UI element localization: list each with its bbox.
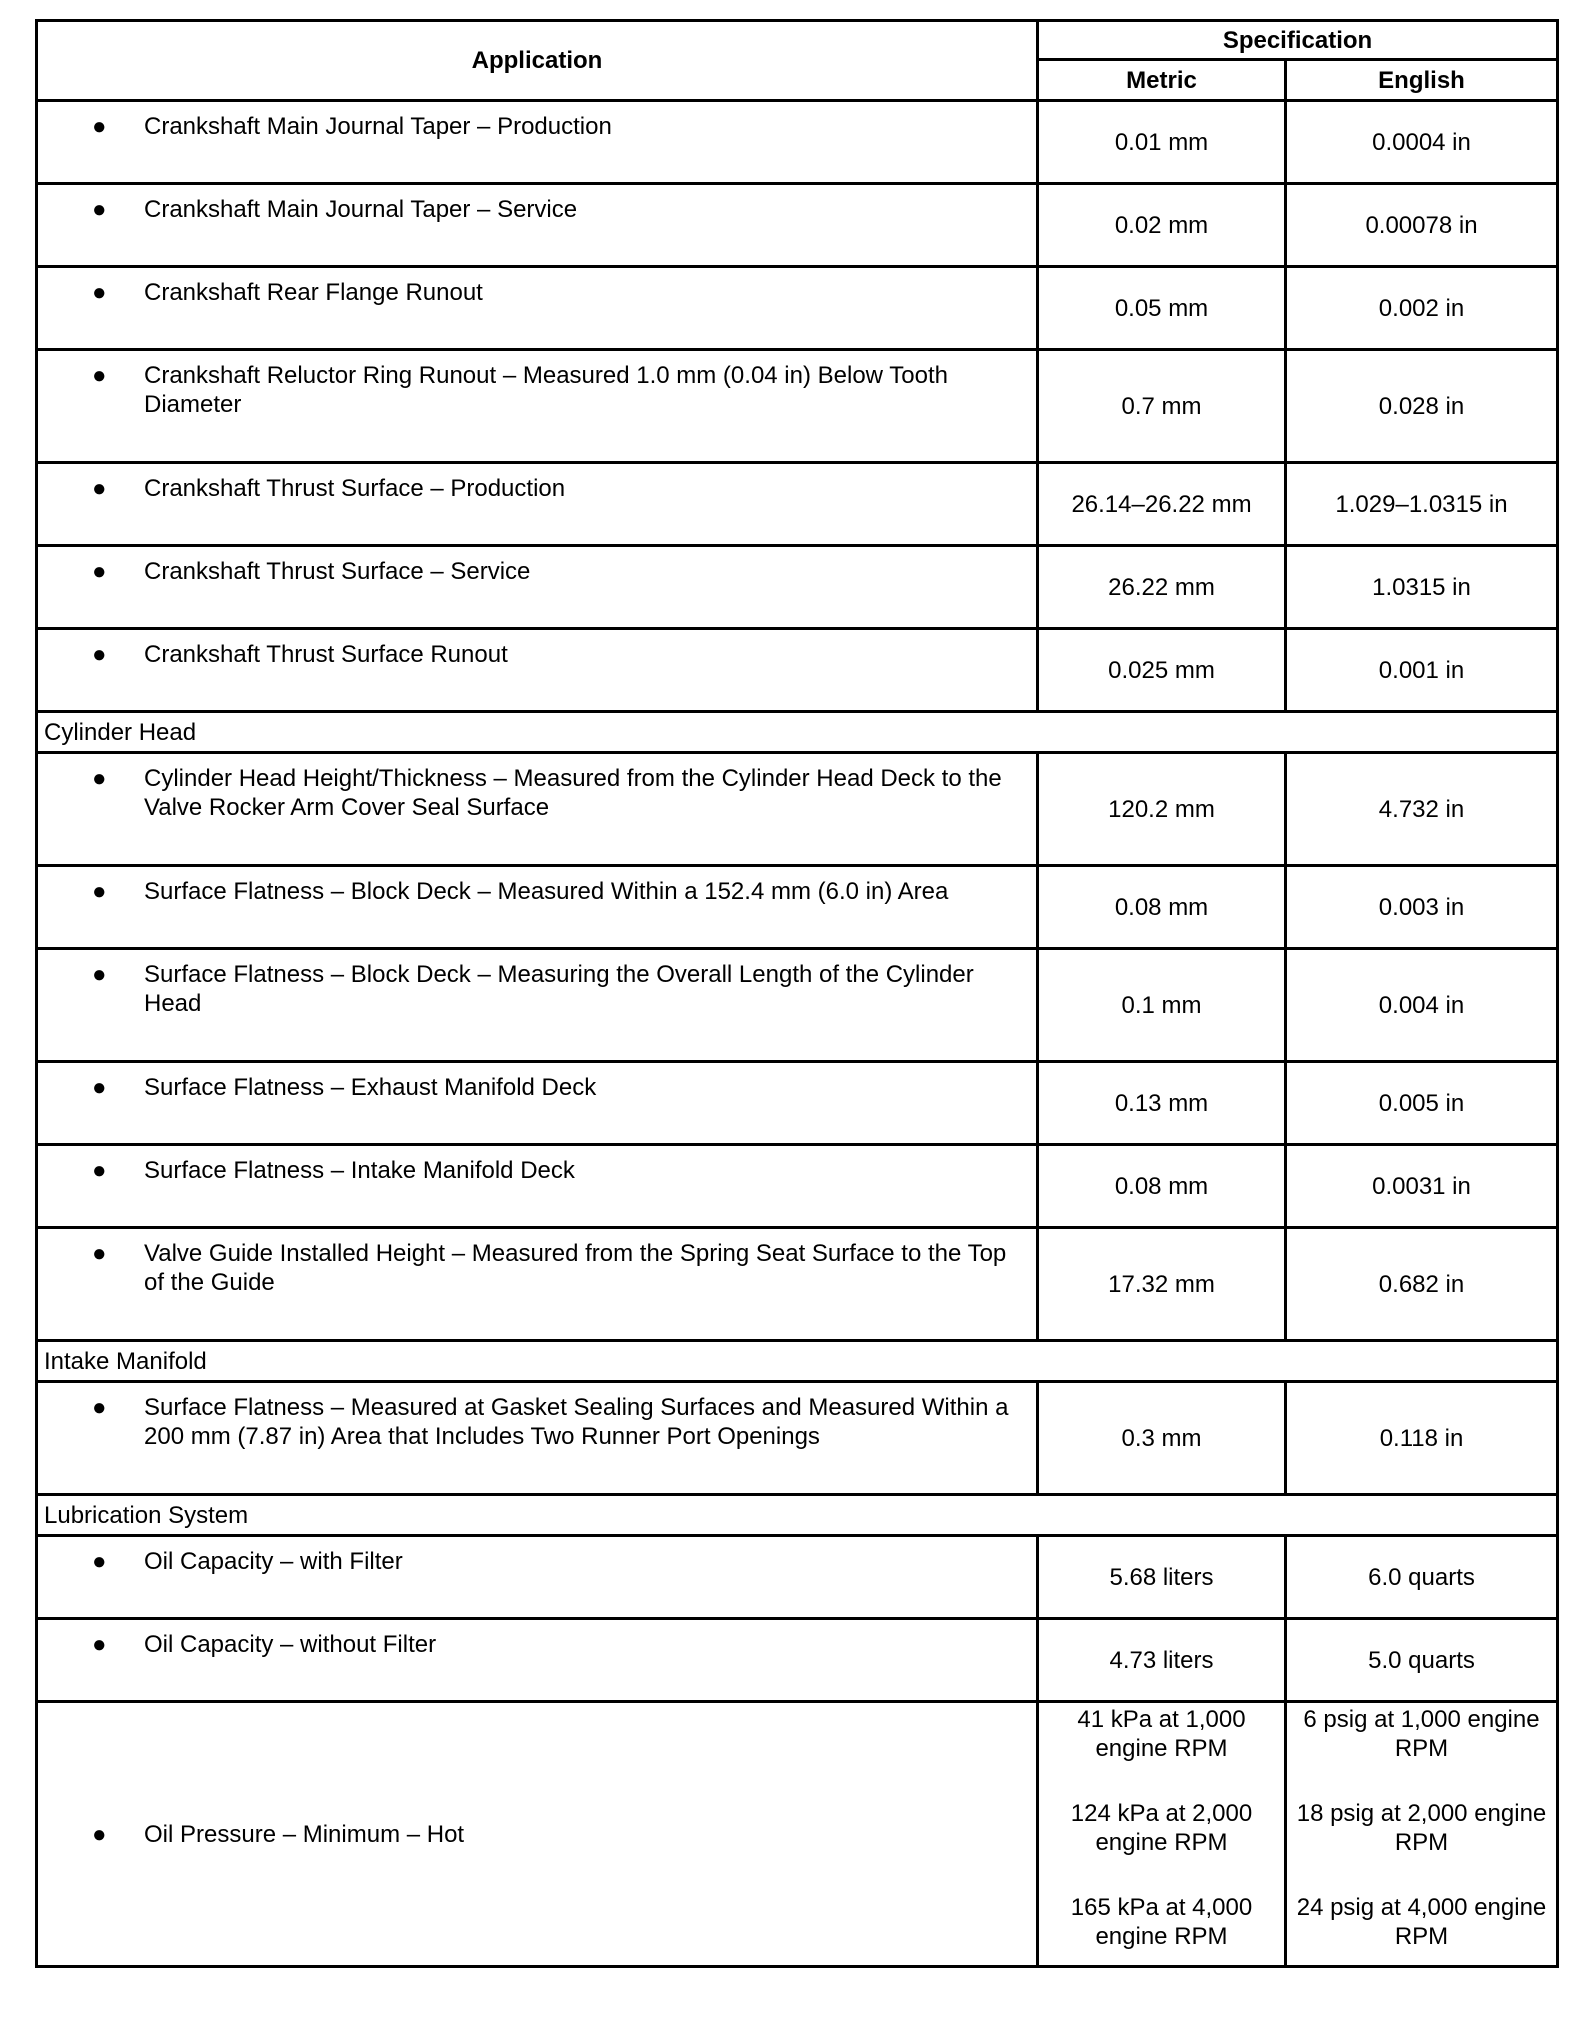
table-row [37,1145,1558,1228]
application-text: Surface Flatness – Intake Manifold Deck [144,1157,575,1184]
metric-value: 4.73 liters [1038,1619,1286,1702]
table-row [37,1228,1558,1341]
metric-value: 0.13 mm [1038,1062,1286,1145]
application-text: Crankshaft Main Journal Taper – Service [144,196,578,223]
english-line: 18 psig at 2,000 engine RPM [1296,1800,1547,1856]
application-text: Surface Flatness – Measured at Gasket Sealing Surfaces and Measured Within a 200 mm (7.87 in) Area that Includes Two Runner Port Openings [144,1394,1009,1450]
table-row [37,1619,1558,1702]
application-text: Oil Capacity – without Filter [144,1631,437,1658]
english-value: 0.118 in [1286,1382,1558,1495]
bullet-icon: ● [92,1631,107,1658]
application-text: Surface Flatness – Exhaust Manifold Deck [144,1074,597,1101]
english-value [1286,1702,1558,1967]
application-text: Oil Pressure – Minimum – Hot [144,1820,465,1848]
metric-value: 0.08 mm [1038,866,1286,949]
english-value: 0.0031 in [1286,1145,1558,1228]
metric-value: 0.01 mm [1038,101,1286,184]
application-text: Crankshaft Thrust Surface – Service [144,558,531,585]
section-title-cylinder-head: Cylinder Head [37,712,1558,753]
metric-line: 124 kPa at 2,000 engine RPM [1070,1800,1253,1856]
application-text: Oil Capacity – with Filter [144,1548,403,1575]
english-value: 0.00078 in [1286,184,1558,267]
bullet-icon: ● [92,279,107,306]
table-row [37,1536,1558,1619]
table-row [37,629,1558,712]
bullet-icon: ● [92,1394,107,1421]
section-row [37,1341,1558,1382]
application-text: Valve Guide Installed Height – Measured from the Spring Seat Surface to the Top of the Guide [144,1240,1007,1296]
bullet-icon: ● [92,961,107,988]
english-line: 24 psig at 4,000 engine RPM [1296,1894,1547,1950]
section-row [37,1495,1558,1536]
table-row [37,101,1558,184]
bullet-icon: ● [92,1548,107,1575]
english-value: 0.682 in [1286,1228,1558,1341]
section-title-lubrication-system: Lubrication System [37,1495,1558,1536]
english-value: 0.003 in [1286,866,1558,949]
application-text: Crankshaft Thrust Surface – Production [144,475,566,502]
metric-value [1038,1702,1286,1967]
section-title-intake-manifold: Intake Manifold [37,1341,1558,1382]
metric-value: 0.05 mm [1038,267,1286,350]
bullet-icon: ● [92,641,107,668]
english-value: 4.732 in [1286,753,1558,866]
metric-value: 0.025 mm [1038,629,1286,712]
metric-value: 120.2 mm [1038,753,1286,866]
table-row [37,1382,1558,1495]
bullet-icon: ● [92,362,107,389]
metric-line: 165 kPa at 4,000 engine RPM [1070,1894,1253,1950]
metric-value: 5.68 liters [1038,1536,1286,1619]
metric-value: 0.08 mm [1038,1145,1286,1228]
specification-table [35,19,1559,1968]
english-header: English [1286,60,1558,101]
application-text: Surface Flatness – Block Deck – Measured Within a 152.4 mm (6.0 in) Area [144,878,949,905]
metric-value: 26.22 mm [1038,546,1286,629]
metric-value: 17.32 mm [1038,1228,1286,1341]
english-line: 6 psig at 1,000 engine RPM [1303,1706,1540,1762]
application-text: Cylinder Head Height/Thickness – Measured from the Cylinder Head Deck to the Valve Rocker Arm Cover Seal Surface [144,765,1002,821]
application-text: Surface Flatness – Block Deck – Measuring the Overall Length of the Cylinder Head [144,961,974,1017]
application-text: Crankshaft Thrust Surface Runout [144,641,508,668]
english-value: 0.002 in [1286,267,1558,350]
metric-line: 41 kPa at 1,000 engine RPM [1077,1706,1246,1762]
bullet-icon: ● [92,1240,107,1267]
specification-header: Specification [1038,21,1558,60]
bullet-icon: ● [92,1820,107,1848]
bullet-icon: ● [92,558,107,585]
section-row [37,712,1558,753]
bullet-icon: ● [92,1074,107,1101]
metric-value: 0.3 mm [1038,1382,1286,1495]
bullet-icon: ● [92,113,107,140]
english-value: 6.0 quarts [1286,1536,1558,1619]
bullet-icon: ● [92,765,107,792]
table-row [37,1062,1558,1145]
english-value: 5.0 quarts [1286,1619,1558,1702]
english-value: 0.005 in [1286,1062,1558,1145]
bullet-icon: ● [92,475,107,502]
bullet-icon: ● [92,878,107,905]
table-row [37,463,1558,546]
english-value: 1.029–1.0315 in [1286,463,1558,546]
metric-value: 0.7 mm [1038,350,1286,463]
application-header: Application [37,21,1038,101]
table-row [37,949,1558,1062]
metric-value: 26.14–26.22 mm [1038,463,1286,546]
bullet-icon: ● [92,196,107,223]
table-row [37,546,1558,629]
english-value: 0.028 in [1286,350,1558,463]
bullet-icon: ● [92,1157,107,1184]
table-row [37,753,1558,866]
table-row [37,866,1558,949]
table-row [37,184,1558,267]
metric-header: Metric [1038,60,1286,101]
english-value: 0.0004 in [1286,101,1558,184]
english-value: 1.0315 in [1286,546,1558,629]
application-text: Crankshaft Rear Flange Runout [144,279,483,306]
english-value: 0.004 in [1286,949,1558,1062]
english-value: 0.001 in [1286,629,1558,712]
application-text: Crankshaft Reluctor Ring Runout – Measured 1.0 mm (0.04 in) Below Tooth Diameter [144,362,948,418]
table-row [37,350,1558,463]
metric-value: 0.1 mm [1038,949,1286,1062]
metric-value: 0.02 mm [1038,184,1286,267]
table-row [37,267,1558,350]
table-row [37,1702,1558,1967]
application-text: Crankshaft Main Journal Taper – Production [144,113,612,140]
